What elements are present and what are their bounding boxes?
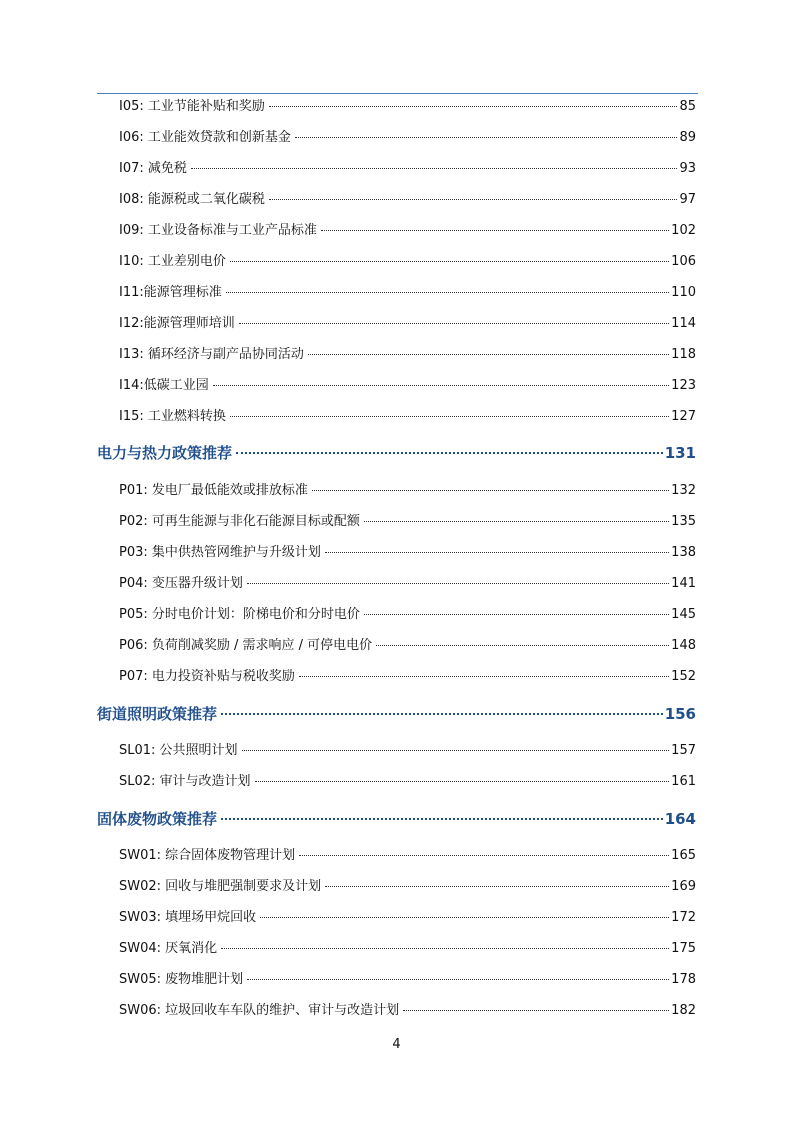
toc-entry-page: 138 bbox=[671, 545, 696, 560]
toc-entry-p04[interactable] bbox=[119, 574, 696, 594]
toc-entry-page: 85 bbox=[679, 99, 696, 114]
toc-entry-sw05[interactable] bbox=[119, 970, 696, 990]
dot-leader bbox=[191, 168, 678, 169]
toc-entry-label: P07: 电力投资补贴与税收奖励 bbox=[119, 669, 295, 684]
toc-entry-page: 161 bbox=[671, 774, 696, 789]
toc-entry-p05[interactable] bbox=[119, 605, 696, 625]
toc-entry-page: 132 bbox=[671, 483, 696, 498]
toc-entry-label: P04: 变压器升级计划 bbox=[119, 576, 243, 591]
toc-entry-sl01[interactable] bbox=[119, 741, 696, 761]
dot-leader bbox=[221, 948, 669, 949]
dot-leader bbox=[299, 855, 669, 856]
dot-leader bbox=[226, 292, 669, 293]
toc-entry-label: SL02: 审计与改造计划 bbox=[119, 774, 251, 789]
toc-entry-label: SW02: 回收与堆肥强制要求及计划 bbox=[119, 879, 322, 894]
toc-entry-page: 141 bbox=[671, 576, 696, 591]
dot-leader bbox=[295, 137, 678, 138]
toc-entry-label: P01: 发电厂最低能效或排放标准 bbox=[119, 483, 308, 498]
toc-entry-sw04[interactable] bbox=[119, 939, 696, 959]
toc-entry-label: SW03: 填埋场甲烷回收 bbox=[119, 910, 257, 925]
toc-entry-p06[interactable] bbox=[119, 636, 696, 656]
toc-entry-i13[interactable] bbox=[119, 345, 696, 365]
toc-entry-page: 89 bbox=[679, 130, 696, 145]
dot-leader bbox=[364, 521, 669, 522]
toc-entry-page: 127 bbox=[671, 409, 696, 424]
toc-entry-label: I07: 减免税 bbox=[119, 161, 187, 176]
dot-leader bbox=[213, 385, 669, 386]
toc-entry-p01[interactable] bbox=[119, 481, 696, 501]
dot-leader bbox=[308, 354, 669, 355]
toc-entry-page: 152 bbox=[671, 669, 696, 684]
dot-leader bbox=[325, 886, 669, 887]
toc-entry-page: 182 bbox=[671, 1003, 696, 1018]
toc-entry-sw06[interactable] bbox=[119, 1001, 696, 1021]
dot-leader bbox=[242, 750, 670, 751]
toc-entry-page: 175 bbox=[671, 941, 696, 956]
toc-section-title: 街道照明政策推荐 bbox=[97, 705, 218, 723]
toc-entry-page: 135 bbox=[671, 514, 696, 529]
toc-entry-page: 106 bbox=[671, 254, 696, 269]
toc-section-title: 电力与热力政策推荐 bbox=[97, 444, 233, 462]
toc-entry-i05[interactable] bbox=[119, 97, 696, 117]
dot-leader bbox=[239, 323, 669, 324]
toc-entry-page: 114 bbox=[671, 316, 696, 331]
dot-leader bbox=[325, 552, 669, 553]
toc-entry-label: I05: 工业节能补贴和奖励 bbox=[119, 99, 265, 114]
toc-entry-page: 157 bbox=[671, 743, 696, 758]
dot-leader bbox=[236, 452, 663, 454]
toc-entry-label: I12:能源管理师培训 bbox=[119, 316, 235, 331]
dot-leader bbox=[312, 490, 669, 491]
dot-leader bbox=[260, 917, 669, 918]
toc-entry-sw01[interactable] bbox=[119, 846, 696, 866]
toc-entry-label: I13: 循环经济与副产品协同活动 bbox=[119, 347, 304, 362]
toc-entry-label: SW05: 废物堆肥计划 bbox=[119, 972, 244, 987]
dot-leader bbox=[299, 676, 669, 677]
toc-section-power-heat[interactable] bbox=[97, 441, 696, 465]
toc-entry-page: 172 bbox=[671, 910, 696, 925]
toc-entry-i14[interactable] bbox=[119, 376, 696, 396]
toc-entry-page: 123 bbox=[671, 378, 696, 393]
toc-entry-label: I09: 工业设备标准与工业产品标准 bbox=[119, 223, 317, 238]
toc-entry-label: I11:能源管理标准 bbox=[119, 285, 222, 300]
toc-entry-label: SW04: 厌氧消化 bbox=[119, 941, 218, 956]
toc-entry-sw02[interactable] bbox=[119, 877, 696, 897]
dot-leader bbox=[221, 818, 663, 820]
dot-leader bbox=[230, 416, 669, 417]
toc-entry-label: I10: 工业差别电价 bbox=[119, 254, 226, 269]
dot-leader bbox=[269, 106, 678, 107]
page-number: 4 bbox=[392, 1037, 401, 1052]
toc-entry-page: 102 bbox=[671, 223, 696, 238]
toc-entry-label: I14:低碳工业园 bbox=[119, 378, 209, 393]
toc-entry-sw03[interactable] bbox=[119, 908, 696, 928]
toc-entry-label: SW06: 垃圾回收车车队的维护、审计与改造计划 bbox=[119, 1003, 400, 1018]
toc-entry-sl02[interactable] bbox=[119, 772, 696, 792]
toc-section-solid-waste[interactable] bbox=[97, 807, 696, 831]
dot-leader bbox=[403, 1010, 669, 1011]
dot-leader bbox=[255, 781, 670, 782]
toc-entry-p03[interactable] bbox=[119, 543, 696, 563]
toc-entry-i06[interactable] bbox=[119, 128, 696, 148]
toc-entry-i08[interactable] bbox=[119, 190, 696, 210]
toc-entry-page: 110 bbox=[671, 285, 696, 300]
toc-entry-p07[interactable] bbox=[119, 667, 696, 687]
toc-entry-label: I08: 能源税或二氧化碳税 bbox=[119, 192, 265, 207]
dot-leader bbox=[221, 713, 663, 715]
toc-entry-page: 178 bbox=[671, 972, 696, 987]
toc-section-title: 固体废物政策推荐 bbox=[97, 810, 218, 828]
dot-leader bbox=[321, 230, 669, 231]
toc-entry-i11[interactable] bbox=[119, 283, 696, 303]
toc-entry-page: 169 bbox=[671, 879, 696, 894]
toc-entry-label: P05: 分时电价计划：阶梯电价和分时电价 bbox=[119, 607, 360, 622]
dot-leader bbox=[376, 645, 669, 646]
toc-entry-label: SL01: 公共照明计划 bbox=[119, 743, 238, 758]
toc-entry-page: 97 bbox=[679, 192, 696, 207]
dot-leader bbox=[364, 614, 669, 615]
dot-leader bbox=[247, 583, 669, 584]
toc-entry-label: I06: 工业能效贷款和创新基金 bbox=[119, 130, 291, 145]
toc-entry-label: I15: 工业燃料转换 bbox=[119, 409, 226, 424]
toc-entry-i12[interactable] bbox=[119, 314, 696, 334]
table-of-contents bbox=[97, 0, 698, 1122]
toc-entry-page: 118 bbox=[671, 347, 696, 362]
toc-entry-label: P03: 集中供热管网维护与升级计划 bbox=[119, 545, 321, 560]
dot-leader bbox=[247, 979, 669, 980]
toc-entry-i10[interactable] bbox=[119, 252, 696, 272]
toc-entry-i15[interactable] bbox=[119, 407, 696, 427]
toc-entry-page: 93 bbox=[679, 161, 696, 176]
toc-entry-label: SW01: 综合固体废物管理计划 bbox=[119, 848, 296, 863]
toc-entry-label: P02: 可再生能源与非化石能源目标或配额 bbox=[119, 514, 360, 529]
toc-section-page: 156 bbox=[664, 705, 696, 723]
dot-leader bbox=[230, 261, 669, 262]
toc-entry-i07[interactable] bbox=[119, 159, 696, 179]
toc-section-page: 131 bbox=[664, 444, 696, 462]
toc-entry-page: 148 bbox=[671, 638, 696, 653]
toc-entry-label: P06: 负荷削减奖励 / 需求响应 / 可停电电价 bbox=[119, 638, 373, 653]
toc-section-street-lighting[interactable] bbox=[97, 702, 696, 726]
dot-leader bbox=[269, 199, 678, 200]
toc-entry-page: 145 bbox=[671, 607, 696, 622]
toc-entry-i09[interactable] bbox=[119, 221, 696, 241]
toc-section-page: 164 bbox=[664, 810, 696, 828]
toc-entry-page: 165 bbox=[671, 848, 696, 863]
toc-entry-p02[interactable] bbox=[119, 512, 696, 532]
